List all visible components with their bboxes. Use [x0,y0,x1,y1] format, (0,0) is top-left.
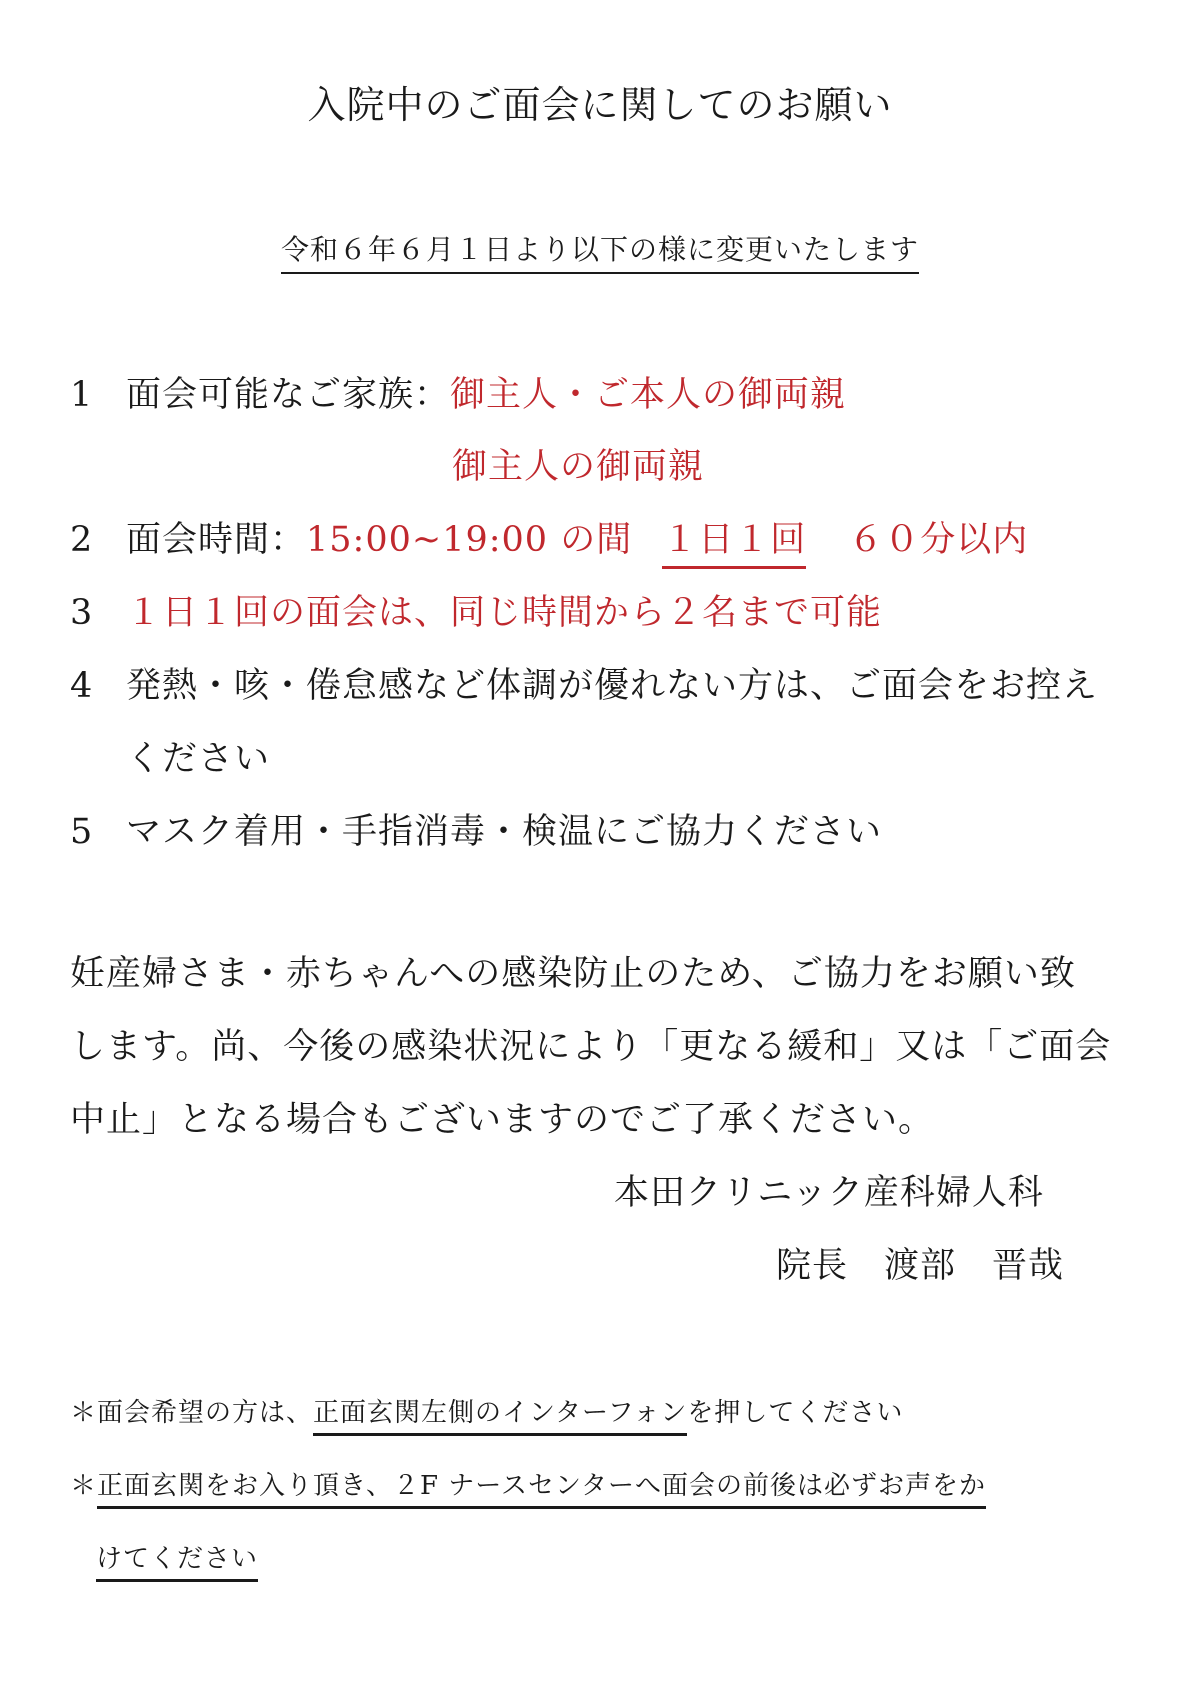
notice-paragraph-line-3: 中止」となる場合もございますのでご了承ください。 [70,1100,935,1140]
director-name: 院長 渡部 晋哉 [776,1246,1065,1286]
visit-duration: ６０分以内 [848,520,1029,560]
item-label: 面会時間： [126,520,307,560]
visit-frequency: １日１回 [662,520,806,569]
list-item-1-continuation: 御主人の御両親 [452,447,705,487]
footnote-2-prefix: ＊ [70,1471,98,1501]
item-text: マスク着用・手指消毒・検温にご協力ください [126,812,883,852]
list-item-3 [70,593,883,633]
item-number: 5 [70,812,94,852]
page-subtitle [0,233,1200,266]
item-label: 面会可能なご家族： [126,375,451,415]
page-title: 入院中のご面会に関してのお願い [307,83,893,127]
footnote-2-line2: けてください [96,1544,258,1582]
visit-time: 15:00~19:00 の間 [306,520,633,560]
footnote-2-underlined: 正面玄関をお入り頂き、２F ナースセンターへ面会の前後は必ずお声をか [97,1471,986,1509]
subtitle-text: 令和６年６月１日より以下の様に変更いたします [281,233,919,274]
notice-paragraph-line-1: 妊産婦さま・赤ちゃんへの感染防止のため、ご協力をお願い致 [70,954,1076,994]
list-item-5 [70,812,883,852]
item-text: １日１回の面会は、同じ時間から２名まで可能 [126,593,883,633]
item-number: 2 [70,520,94,560]
item-number: 3 [70,593,94,633]
item-number: 1 [70,375,94,415]
list-item-1 [70,375,847,415]
list-item-4-continuation: ください [126,739,271,779]
footnote-1-underlined: 正面玄関左側のインターフォン [313,1398,687,1436]
clinic-name: 本田クリニック産科婦人科 [614,1173,1044,1213]
list-item-2 [70,520,1029,560]
notice-paragraph-line-2: します。尚、今後の感染状況により「更なる緩和」又は「ご面会 [70,1027,1112,1067]
footnote-1-prefix: ＊面会希望の方は、 [70,1398,314,1428]
footnote-2 [70,1473,986,1499]
footnote-1 [70,1400,903,1426]
item-text: 発熱・咳・倦怠感など体調が優れない方は、ご面会をお控え [126,666,1099,706]
item-value: 御主人・ご本人の御両親 [450,375,847,415]
footnote-2-continuation [96,1546,258,1572]
footnote-1-suffix: を押してください [687,1398,904,1428]
item-number: 4 [70,666,94,706]
list-item-4 [70,666,1099,706]
